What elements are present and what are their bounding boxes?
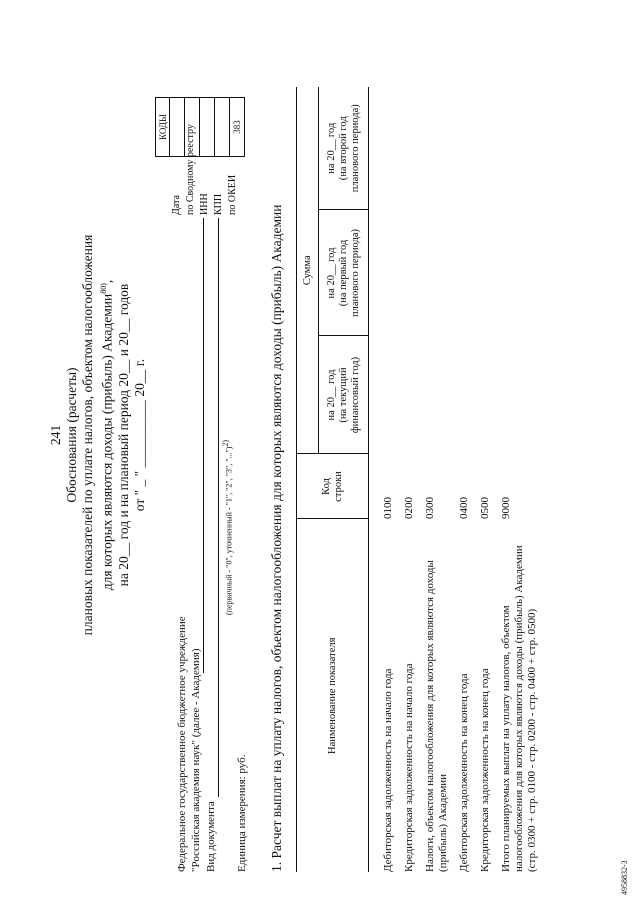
page-number: 241 xyxy=(48,424,63,446)
doc-type-hint-sup: 2) xyxy=(221,439,230,447)
year-2-line-3: планового периода) xyxy=(349,228,361,318)
col-header-year-2 xyxy=(319,210,369,336)
row-code: 0100 xyxy=(381,497,394,519)
year-3-line-3: планового периода) xyxy=(349,104,361,193)
col-header-code-1: Код xyxy=(320,478,332,495)
col-header-name: Наименование показателя xyxy=(297,519,369,872)
year-1-line-1: на 20__ год xyxy=(325,369,337,421)
doc-type-label: Вид документа xyxy=(205,801,217,872)
code-label-date: Дата xyxy=(171,195,182,215)
row-name: Дебиторская задолженность на начало года xyxy=(381,668,394,872)
title-line-3-text: для которых являются доходы (прибыль) Академии xyxy=(99,293,115,591)
year-3-line-2: (на второй год xyxy=(337,116,349,181)
table-row xyxy=(500,87,544,872)
col-header-year-1 xyxy=(319,336,369,454)
code-value-okei: 383 xyxy=(230,98,245,157)
row-code: 9000 xyxy=(499,497,512,519)
row-code: 0500 xyxy=(478,497,491,519)
code-value-inn xyxy=(200,98,215,157)
table-row xyxy=(403,87,424,872)
row-code: 0300 xyxy=(423,497,436,519)
table-row xyxy=(479,87,500,872)
title-line-1: Обоснования (расчеты) xyxy=(64,367,79,503)
row-name xyxy=(424,519,458,872)
institution-underline xyxy=(203,218,204,673)
institution-line-1: Федеральное государственное бюджетное учреждение xyxy=(176,616,188,872)
table-row xyxy=(458,87,479,872)
row-name: Кредиторская задолженность на конец года xyxy=(478,668,491,872)
row-name-line-2: (прибыль) Академии xyxy=(436,773,449,872)
col-header-sum: Сумма xyxy=(297,87,319,454)
doc-type-underline xyxy=(218,218,219,797)
col-header-code-2: строки xyxy=(332,471,344,502)
title-line-5: от " _ " __________ 20__ г. xyxy=(131,358,147,512)
col-header-code xyxy=(297,454,369,519)
row-name xyxy=(500,519,544,872)
codes-table xyxy=(155,97,245,157)
code-value-kpp xyxy=(215,98,230,157)
row-code: 0200 xyxy=(402,497,415,519)
year-2-line-1: на 20__ год xyxy=(325,247,337,299)
year-1-line-2: (на текущий xyxy=(337,367,349,423)
year-1-line-3: финансовый год) xyxy=(349,356,361,434)
code-label-inn: ИНН xyxy=(199,193,210,215)
table-row xyxy=(382,87,403,872)
row-name-line-3: (стр. 0300 + стр. 0100 - стр. 0200 - стр. 0400 + стр. 0500) xyxy=(525,608,538,872)
institution-line-2: "Российская академия наук" (далее - Академия) xyxy=(190,648,202,872)
code-label-registry: по Сводному реестру xyxy=(185,124,196,215)
row-name-line-1: Налоги, объектом налогообложения для которых являются доходы xyxy=(423,560,436,872)
row-name-line-1: Итого планируемых выплат на уплату налогов, объектом xyxy=(499,605,512,872)
code-label-kpp: КПП xyxy=(213,193,224,215)
year-2-line-2: (на первый год xyxy=(337,239,349,307)
code-value-registry xyxy=(185,98,200,157)
table-row xyxy=(424,87,458,872)
title-line-3 xyxy=(96,155,116,715)
row-name: Дебиторская задолженность на конец года xyxy=(457,673,470,872)
doc-type-hint-text: (первичный - "0", уточненный - "1", "2", "3", "...") xyxy=(224,446,234,615)
footnote-ref: 80) xyxy=(99,283,108,294)
section-1-title: 1. Расчет выплат на уплату налогов, объектом налогообложения для которых являются доходы (прибыль) Академии xyxy=(269,204,284,872)
doc-type-hint xyxy=(221,440,234,615)
codes-header: КОДЫ xyxy=(156,98,170,157)
code-label-okei: по ОКЕИ xyxy=(227,174,238,215)
title-block xyxy=(48,155,148,715)
col-header-year-3 xyxy=(319,87,369,210)
row-code: 0400 xyxy=(457,497,470,519)
row-name-line-2: налогообложения для которых являются доходы (прибыль) Академии xyxy=(512,545,525,872)
taxes-table xyxy=(296,87,544,872)
row-name: Кредиторская задолженность на начало года xyxy=(402,663,415,872)
title-line-4: на 20__ год и на плановый период 20__ и 20__ годов xyxy=(115,283,131,587)
unit-label: Единица измерения: руб. xyxy=(236,754,248,872)
title-line-2: плановых показателей по уплате налогов, объектом налогообложения xyxy=(80,234,95,636)
year-3-line-1: на 20__ год xyxy=(325,122,337,174)
footer-code: 4958832-3 xyxy=(620,860,629,895)
code-value-date xyxy=(170,98,185,157)
title-line-3-tail: , xyxy=(99,279,115,284)
